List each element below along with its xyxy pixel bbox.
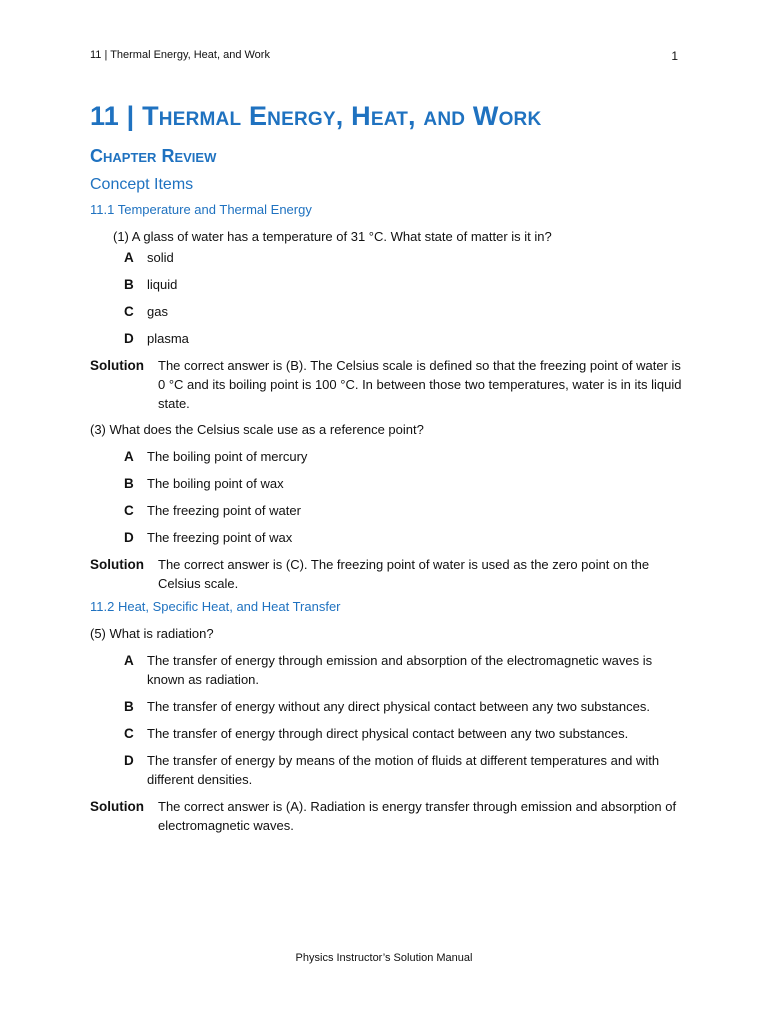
option-letter: B xyxy=(124,699,134,714)
option-text: The boiling point of mercury xyxy=(147,449,308,464)
running-title: 11 | Thermal Energy, Heat, and Work xyxy=(90,49,270,61)
section-title: 11.2 Heat, Specific Heat, and Heat Transfer xyxy=(90,599,341,614)
option-letter: A xyxy=(124,250,134,265)
question-block xyxy=(90,228,690,413)
answer-options xyxy=(90,248,690,348)
option-text: The transfer of energy through emission and absorption of the electromagnetic waves is known as radiation. xyxy=(147,653,653,687)
option-letter: B xyxy=(124,476,134,491)
option-text: The boiling point of wax xyxy=(147,476,284,491)
page-content xyxy=(90,94,690,835)
option-letter: A xyxy=(124,449,134,464)
answer-option xyxy=(90,528,690,547)
option-letter: C xyxy=(124,503,134,518)
solution-text: The correct answer is (A). Radiation is energy transfer through emission and absorption of electromagnetic waves. xyxy=(158,799,677,833)
question-block xyxy=(90,625,690,835)
answer-option xyxy=(90,275,690,294)
solution-text: The correct answer is (B). The Celsius scale is defined so that the freezing point of water is 0 °C and its boiling point is 100 °C. In between those two temperatures, water is in its liquid state. xyxy=(158,358,682,411)
question-text: (3) What does the Celsius scale use as a reference point? xyxy=(90,422,424,437)
page-footer: Physics Instructor’s Solution Manual xyxy=(295,952,473,964)
answer-option xyxy=(90,751,690,789)
page-number: 1 xyxy=(671,49,678,63)
option-letter: C xyxy=(124,304,134,319)
answer-option xyxy=(90,248,690,267)
option-text: liquid xyxy=(147,277,178,292)
answer-option xyxy=(90,474,690,493)
answer-option xyxy=(90,501,690,520)
option-text: gas xyxy=(147,304,168,319)
section xyxy=(90,597,690,835)
solution-label: Solution xyxy=(90,799,144,814)
answer-option xyxy=(90,329,690,348)
option-text: The freezing point of wax xyxy=(147,530,293,545)
option-letter: C xyxy=(124,726,134,741)
option-letter: D xyxy=(124,530,134,545)
question-text: (5) What is radiation? xyxy=(90,626,214,641)
answer-option xyxy=(90,724,690,743)
answer-option xyxy=(90,651,690,689)
solution-text: The correct answer is (C). The freezing point of water is used as the zero point on the Celsius scale. xyxy=(158,557,650,591)
option-text: The freezing point of water xyxy=(147,503,301,518)
option-text: solid xyxy=(147,250,174,265)
question-text: (1) A glass of water has a temperature of 31 °C. What state of matter is it in? xyxy=(113,229,552,244)
option-letter: A xyxy=(124,653,134,668)
option-letter: D xyxy=(124,331,134,346)
option-letter: D xyxy=(124,753,134,768)
solution-label: Solution xyxy=(90,358,144,373)
section-title: 11.1 Temperature and Thermal Energy xyxy=(90,202,312,217)
option-text: The transfer of energy by means of the motion of fluids at different temperatures and with different densities. xyxy=(147,753,660,787)
option-text: The transfer of energy through direct physical contact between any two substances. xyxy=(147,726,629,741)
answer-option xyxy=(90,302,690,321)
chapter-review-heading: Chapter Review xyxy=(90,146,217,166)
answer-option xyxy=(90,447,690,466)
option-text: The transfer of energy without any direct physical contact between any two substances. xyxy=(147,699,650,714)
concept-items-heading: Concept Items xyxy=(90,176,194,193)
option-letter: B xyxy=(124,277,134,292)
solution xyxy=(90,555,690,593)
solution xyxy=(90,797,690,835)
chapter-title: 11 | Thermal Energy, Heat, and Work xyxy=(90,101,542,131)
answer-options xyxy=(90,651,690,789)
option-text: plasma xyxy=(147,331,189,346)
section xyxy=(90,200,690,593)
solution-label: Solution xyxy=(90,557,144,572)
page-header xyxy=(90,49,678,65)
solution xyxy=(90,356,690,413)
answer-option xyxy=(90,697,690,716)
answer-options xyxy=(90,447,690,547)
question-block xyxy=(90,421,690,593)
